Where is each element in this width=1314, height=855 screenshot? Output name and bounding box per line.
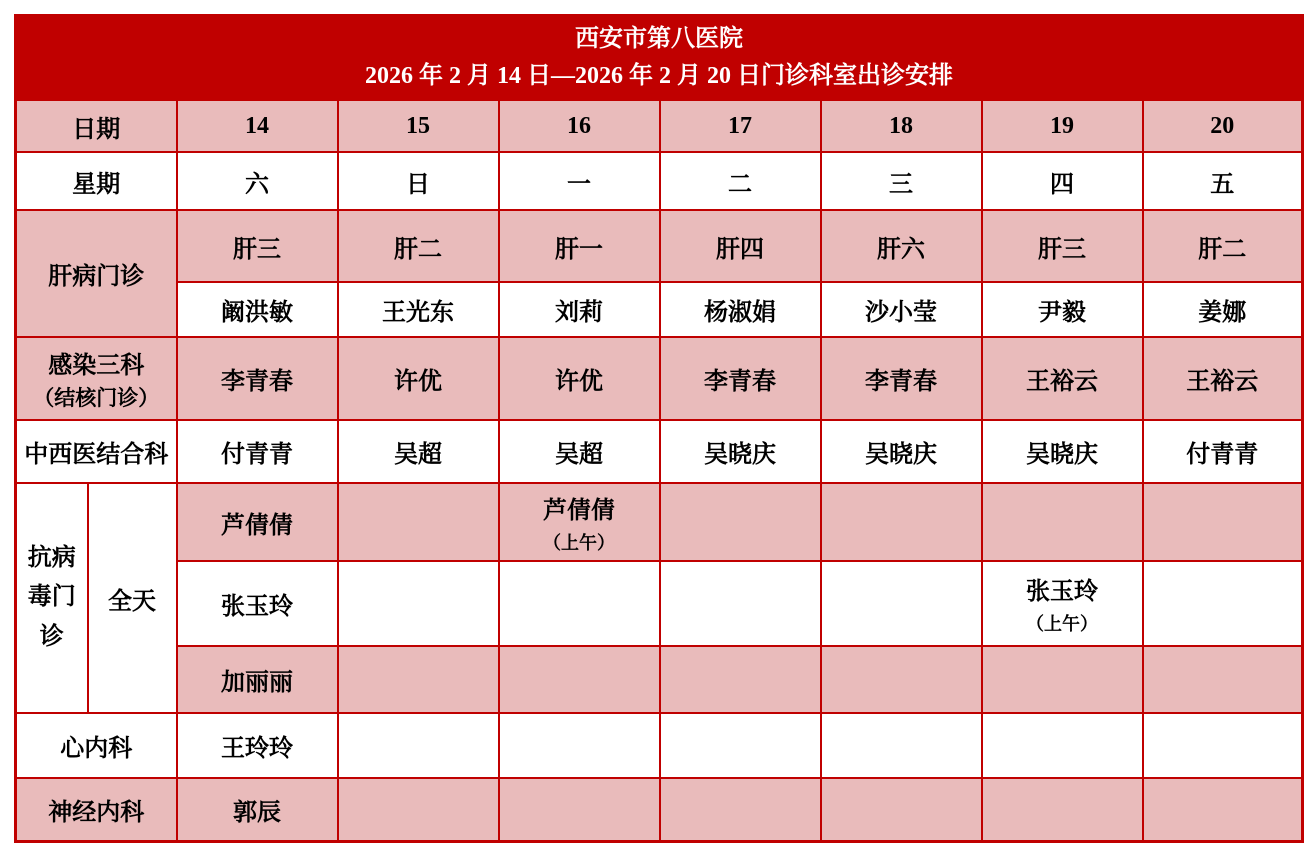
table-row — [16, 100, 1303, 152]
hospital-name: 西安市第八医院 — [575, 25, 743, 52]
infection-dept3-subname: （结核门诊） — [33, 386, 160, 410]
table-row — [16, 337, 1303, 420]
date-cell: 20 — [1143, 100, 1303, 152]
table-row — [16, 713, 1303, 778]
weekday-cell: 日 — [338, 152, 499, 210]
weekday-cell: 二 — [660, 152, 821, 210]
weekday-cell: 五 — [1143, 152, 1303, 210]
empty-cell — [499, 778, 660, 842]
doctor-cell: 姜娜 — [1143, 282, 1303, 337]
weekday-cell: 六 — [177, 152, 338, 210]
time-note: （上午） — [543, 532, 615, 553]
row-label-neurology: 神经内科 — [16, 778, 177, 842]
doctor-cell: 王玲玲 — [177, 713, 338, 778]
empty-cell — [660, 483, 821, 561]
row-label-liver-clinic: 肝病门诊 — [16, 210, 177, 337]
unit-cell: 肝二 — [338, 210, 499, 282]
doctor-cell: 吴晓庆 — [821, 420, 982, 483]
doctor-cell: 尹毅 — [982, 282, 1143, 337]
empty-cell — [499, 561, 660, 646]
doctor-cell: 刘莉 — [499, 282, 660, 337]
doctor-cell: 加丽丽 — [177, 646, 338, 713]
schedule-date-range: 2026 年 2 月 14 日—2026 年 2 月 20 日门诊科室出诊安排 — [365, 63, 953, 89]
table-row — [16, 646, 1303, 713]
empty-cell — [821, 561, 982, 646]
table-row — [16, 282, 1303, 337]
table-row — [16, 778, 1303, 842]
unit-cell: 肝三 — [982, 210, 1143, 282]
date-cell: 16 — [499, 100, 660, 152]
weekday-cell: 一 — [499, 152, 660, 210]
empty-cell — [982, 778, 1143, 842]
doctor-cell: 付青青 — [177, 420, 338, 483]
date-cell: 19 — [982, 100, 1143, 152]
doctor-cell: 李青春 — [821, 337, 982, 420]
empty-cell — [660, 778, 821, 842]
row-label-cardiology: 心内科 — [16, 713, 177, 778]
doctor-cell: 吴超 — [338, 420, 499, 483]
unit-cell: 肝三 — [177, 210, 338, 282]
empty-cell — [1143, 778, 1303, 842]
empty-cell — [1143, 713, 1303, 778]
unit-cell: 肝二 — [1143, 210, 1303, 282]
doctor-cell: 杨淑娟 — [660, 282, 821, 337]
doctor-name: 芦倩倩 — [543, 497, 615, 524]
empty-cell — [1143, 483, 1303, 561]
empty-cell — [660, 561, 821, 646]
doctor-cell: 吴晓庆 — [982, 420, 1143, 483]
table-row — [16, 561, 1303, 646]
row-label-tcm-dept: 中西医结合科 — [16, 420, 177, 483]
doctor-cell — [982, 561, 1143, 646]
doctor-cell: 许优 — [338, 337, 499, 420]
doctor-cell: 王裕云 — [1143, 337, 1303, 420]
row-label-date: 日期 — [16, 100, 177, 152]
doctor-cell: 许优 — [499, 337, 660, 420]
time-note: （上午） — [1026, 614, 1098, 634]
infection-dept3-name: 感染三科 — [48, 353, 145, 379]
date-cell: 17 — [660, 100, 821, 152]
unit-cell: 肝一 — [499, 210, 660, 282]
empty-cell — [1143, 646, 1303, 713]
table-row — [16, 210, 1303, 282]
table-row — [16, 152, 1303, 210]
empty-cell — [821, 778, 982, 842]
empty-cell — [821, 646, 982, 713]
weekday-cell: 四 — [982, 152, 1143, 210]
table-row — [16, 420, 1303, 483]
doctor-cell: 吴超 — [499, 420, 660, 483]
row-label-infection-dept3 — [16, 337, 177, 420]
doctor-name: 张玉玲 — [1026, 579, 1098, 605]
empty-cell — [821, 713, 982, 778]
doctor-cell: 王裕云 — [982, 337, 1143, 420]
date-cell: 15 — [338, 100, 499, 152]
empty-cell — [982, 713, 1143, 778]
doctor-cell: 付青青 — [1143, 420, 1303, 483]
table-title-header — [16, 16, 1303, 101]
doctor-cell: 阚洪敏 — [177, 282, 338, 337]
date-cell: 14 — [177, 100, 338, 152]
empty-cell — [338, 646, 499, 713]
doctor-cell: 吴晓庆 — [660, 420, 821, 483]
unit-cell: 肝六 — [821, 210, 982, 282]
doctor-cell: 沙小莹 — [821, 282, 982, 337]
empty-cell — [660, 713, 821, 778]
date-cell: 18 — [821, 100, 982, 152]
unit-cell: 肝四 — [660, 210, 821, 282]
table-row — [16, 16, 1303, 101]
doctor-cell: 郭辰 — [177, 778, 338, 842]
schedule-table — [14, 14, 1304, 843]
empty-cell — [1143, 561, 1303, 646]
empty-cell — [338, 561, 499, 646]
empty-cell — [499, 646, 660, 713]
table-row — [16, 483, 1303, 561]
empty-cell — [821, 483, 982, 561]
empty-cell — [660, 646, 821, 713]
doctor-cell: 张玉玲 — [177, 561, 338, 646]
doctor-cell — [499, 483, 660, 561]
empty-cell — [982, 646, 1143, 713]
empty-cell — [982, 483, 1143, 561]
row-label-all-day: 全天 — [88, 483, 177, 713]
antiviral-clinic-label: 抗病毒门诊 — [27, 544, 76, 650]
empty-cell — [338, 778, 499, 842]
row-label-weekday: 星期 — [16, 152, 177, 210]
empty-cell — [499, 713, 660, 778]
empty-cell — [338, 713, 499, 778]
empty-cell — [338, 483, 499, 561]
weekday-cell: 三 — [821, 152, 982, 210]
doctor-cell: 李青春 — [177, 337, 338, 420]
doctor-cell: 李青春 — [660, 337, 821, 420]
doctor-cell: 芦倩倩 — [177, 483, 338, 561]
row-label-antiviral-clinic — [16, 483, 88, 713]
doctor-cell: 王光东 — [338, 282, 499, 337]
